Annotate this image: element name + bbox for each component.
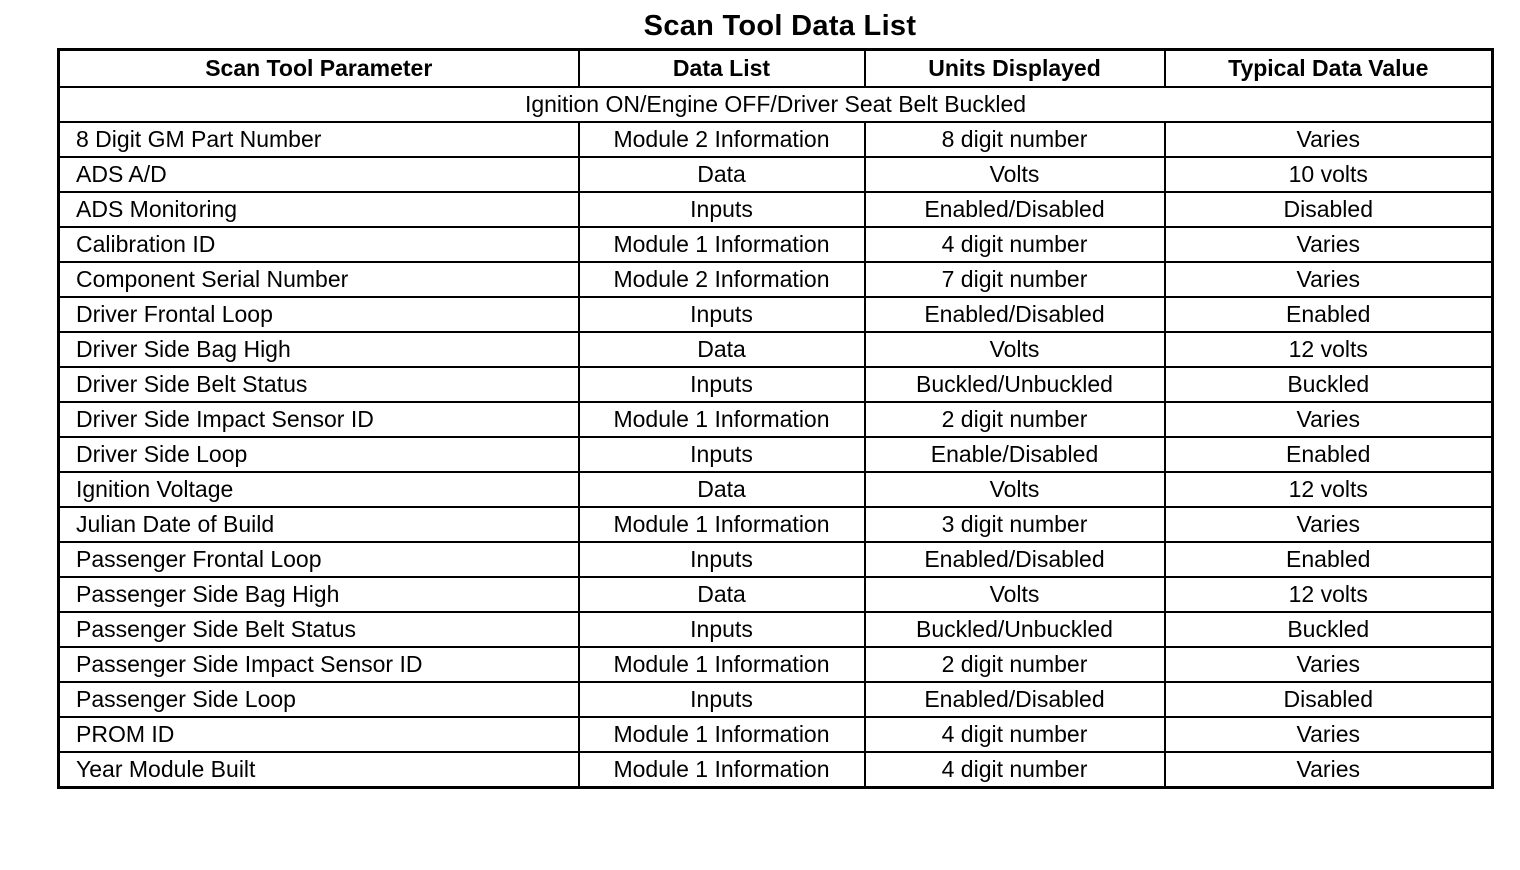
typical-value-cell: 12 volts xyxy=(1165,332,1493,367)
data-list-cell: Data xyxy=(579,472,865,507)
condition-cell: Ignition ON/Engine OFF/Driver Seat Belt Buckled xyxy=(59,87,1493,122)
parameter-cell: Year Module Built xyxy=(59,752,579,788)
data-list-cell: Module 1 Information xyxy=(579,752,865,788)
table-row xyxy=(59,682,1493,717)
table-row xyxy=(59,577,1493,612)
data-list-cell: Inputs xyxy=(579,682,865,717)
table-row xyxy=(59,367,1493,402)
typical-value-cell: Enabled xyxy=(1165,437,1493,472)
parameter-cell: PROM ID xyxy=(59,717,579,752)
typical-value-cell: 12 volts xyxy=(1165,577,1493,612)
parameter-cell: Passenger Side Belt Status xyxy=(59,612,579,647)
units-cell: 4 digit number xyxy=(865,752,1165,788)
parameter-cell: Ignition Voltage xyxy=(59,472,579,507)
parameter-cell: Driver Side Bag High xyxy=(59,332,579,367)
table-row xyxy=(59,507,1493,542)
column-header-parameter: Scan Tool Parameter xyxy=(59,50,579,88)
data-list-cell: Inputs xyxy=(579,542,865,577)
units-cell: 4 digit number xyxy=(865,717,1165,752)
table-row xyxy=(59,157,1493,192)
column-header-units: Units Displayed xyxy=(865,50,1165,88)
column-header-typical-value: Typical Data Value xyxy=(1165,50,1493,88)
data-list-cell: Data xyxy=(579,577,865,612)
table-row xyxy=(59,402,1493,437)
typical-value-cell: Varies xyxy=(1165,717,1493,752)
parameter-cell: Component Serial Number xyxy=(59,262,579,297)
table-row xyxy=(59,752,1493,788)
table-row xyxy=(59,612,1493,647)
data-list-cell: Module 1 Information xyxy=(579,402,865,437)
parameter-cell: Driver Side Loop xyxy=(59,437,579,472)
units-cell: Buckled/Unbuckled xyxy=(865,367,1165,402)
parameter-cell: Driver Side Belt Status xyxy=(59,367,579,402)
units-cell: 7 digit number xyxy=(865,262,1165,297)
data-list-cell: Inputs xyxy=(579,367,865,402)
data-list-cell: Inputs xyxy=(579,437,865,472)
units-cell: Volts xyxy=(865,157,1165,192)
units-cell: Enabled/Disabled xyxy=(865,297,1165,332)
typical-value-cell: Varies xyxy=(1165,647,1493,682)
units-cell: Enabled/Disabled xyxy=(865,192,1165,227)
table-row xyxy=(59,262,1493,297)
table-row xyxy=(59,647,1493,682)
condition-row xyxy=(59,87,1493,122)
typical-value-cell: Disabled xyxy=(1165,192,1493,227)
data-list-cell: Data xyxy=(579,332,865,367)
parameter-cell: Passenger Side Bag High xyxy=(59,577,579,612)
data-list-cell: Module 2 Information xyxy=(579,262,865,297)
data-list-cell: Inputs xyxy=(579,297,865,332)
units-cell: 2 digit number xyxy=(865,647,1165,682)
units-cell: 8 digit number xyxy=(865,122,1165,157)
typical-value-cell: Enabled xyxy=(1165,297,1493,332)
units-cell: Volts xyxy=(865,332,1165,367)
data-list-cell: Inputs xyxy=(579,192,865,227)
units-cell: Volts xyxy=(865,472,1165,507)
parameter-cell: 8 Digit GM Part Number xyxy=(59,122,579,157)
parameter-cell: Passenger Frontal Loop xyxy=(59,542,579,577)
column-header-data-list: Data List xyxy=(579,50,865,88)
units-cell: 4 digit number xyxy=(865,227,1165,262)
data-list-cell: Data xyxy=(579,157,865,192)
parameter-cell: Calibration ID xyxy=(59,227,579,262)
parameter-cell: Driver Frontal Loop xyxy=(59,297,579,332)
typical-value-cell: Varies xyxy=(1165,227,1493,262)
data-list-cell: Module 2 Information xyxy=(579,122,865,157)
table-row xyxy=(59,227,1493,262)
scan-tool-data-table xyxy=(57,48,1494,789)
data-list-cell: Module 1 Information xyxy=(579,507,865,542)
typical-value-cell: Buckled xyxy=(1165,612,1493,647)
typical-value-cell: 10 volts xyxy=(1165,157,1493,192)
parameter-cell: ADS Monitoring xyxy=(59,192,579,227)
table-row xyxy=(59,717,1493,752)
parameter-cell: Driver Side Impact Sensor ID xyxy=(59,402,579,437)
table-row xyxy=(59,542,1493,577)
units-cell: Volts xyxy=(865,577,1165,612)
table-row xyxy=(59,122,1493,157)
parameter-cell: Julian Date of Build xyxy=(59,507,579,542)
parameter-cell: Passenger Side Loop xyxy=(59,682,579,717)
typical-value-cell: Varies xyxy=(1165,752,1493,788)
data-list-cell: Module 1 Information xyxy=(579,717,865,752)
typical-value-cell: Varies xyxy=(1165,262,1493,297)
typical-value-cell: Disabled xyxy=(1165,682,1493,717)
typical-value-cell: Varies xyxy=(1165,402,1493,437)
data-list-cell: Module 1 Information xyxy=(579,227,865,262)
table-row xyxy=(59,437,1493,472)
parameter-cell: Passenger Side Impact Sensor ID xyxy=(59,647,579,682)
table-row xyxy=(59,472,1493,507)
typical-value-cell: Varies xyxy=(1165,122,1493,157)
typical-value-cell: Varies xyxy=(1165,507,1493,542)
parameter-cell: ADS A/D xyxy=(59,157,579,192)
typical-value-cell: Enabled xyxy=(1165,542,1493,577)
typical-value-cell: 12 volts xyxy=(1165,472,1493,507)
table-row xyxy=(59,192,1493,227)
units-cell: Enabled/Disabled xyxy=(865,542,1165,577)
data-list-cell: Module 1 Information xyxy=(579,647,865,682)
table-header-row xyxy=(59,50,1493,88)
page-title: Scan Tool Data List xyxy=(643,10,917,42)
data-list-cell: Inputs xyxy=(579,612,865,647)
units-cell: 2 digit number xyxy=(865,402,1165,437)
table-row xyxy=(59,297,1493,332)
table-row xyxy=(59,332,1493,367)
units-cell: Buckled/Unbuckled xyxy=(865,612,1165,647)
typical-value-cell: Buckled xyxy=(1165,367,1493,402)
units-cell: Enabled/Disabled xyxy=(865,682,1165,717)
units-cell: 3 digit number xyxy=(865,507,1165,542)
units-cell: Enable/Disabled xyxy=(865,437,1165,472)
